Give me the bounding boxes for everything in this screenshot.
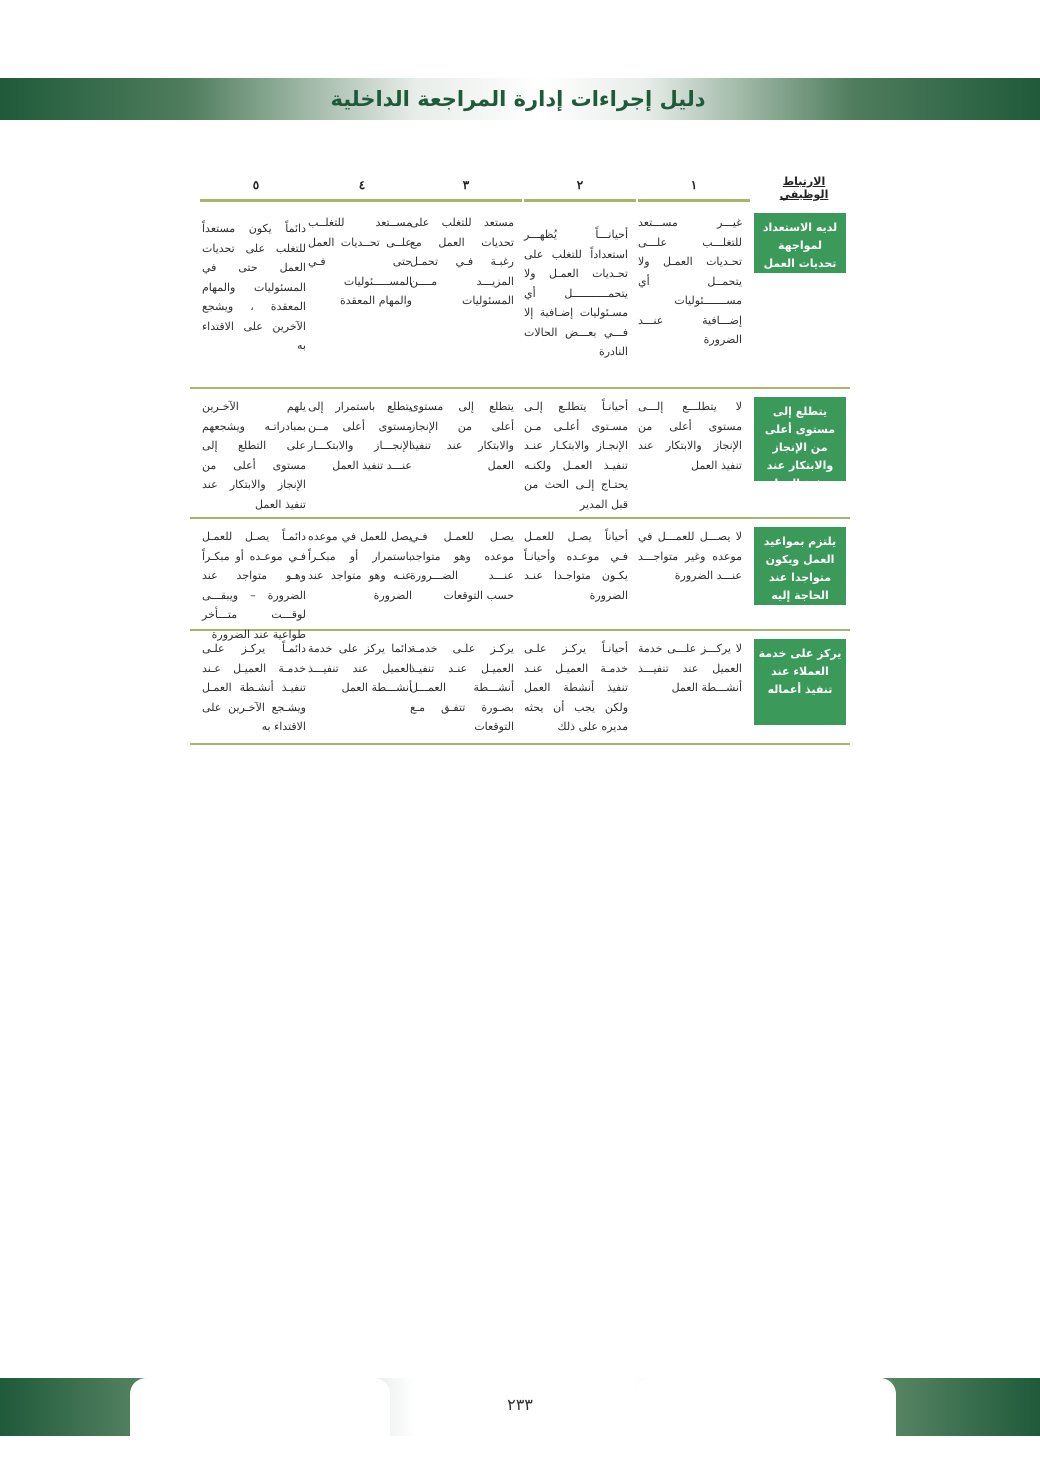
table-cell: أحيانـاً يركـز علـى خدمـة العميـل عنـد تنفيذ أنشطة العمل ولكن يجب أن يحثه مديره على ذلك [524, 642, 628, 733]
competency-matrix [190, 175, 850, 745]
table-cell: دائمـاً يركـز علـى خدمـة العميـل عـند تنفيـذ أنشـطة العمـل ويشـجع الآخـرين على الاقتداء به [202, 642, 306, 733]
table-cell: مستعد للتغلب على تحديات العمل مع رغبـة فـي تحمـل المزيـــد مــــن المسئوليات [410, 216, 514, 307]
page-title-text: دليل إجراءات إدارة المراجعة الداخلية [330, 87, 706, 111]
column-header-3: ٣ [410, 175, 522, 202]
row-label: يتطلع إلى مستوى أعلى من الإنجاز والابتكار عند تنفيذ العمل [754, 397, 846, 481]
table-cell: مســتعد للتغلــب علــى تحــديات العمل حتى فـي المســـــئوليات والمهام المعقدة [308, 216, 412, 307]
table-cell: يصـل للعمـل فـي موعده وهو متواجد عنـــد الضـــرورة حسب التوقعات [410, 530, 514, 602]
table-cell: دائمـاً يصـل للعمـل فـي موعـده أو مبكـراً وهـو متواجد عند الضرورة – ويبقـــى لوقـــت متـــأخر طواعية عند الضرورة [202, 530, 306, 641]
row-label: لديه الاستعداد لمواجهة تحديات العمل [754, 213, 846, 273]
table-cell: يتطلع باستمرار إلى مستوى أعلى مــن الإنجـــاز والابتكـــار عنـــد تنفيذ العمل [308, 400, 412, 472]
table-cell: أحياناً يصـل للعمـل فـي موعـده وأحيانـاً يكـون متواجـدا عنـد الضرورة [524, 530, 628, 602]
column-header-2: ٢ [524, 175, 636, 202]
table-cell: يتطلع إلى مستوى أعلى من الإنجاز والابتكار عند تنفيذ العمل [410, 400, 514, 472]
table-cell: لا يتطلـــع إلـــى مستوى أعلى من الإنجاز والابتكار عند تنفيذ العمل [638, 400, 742, 472]
row-label: يلتزم بمواعيد العمل ويكون متواجدا عند الحاجة إليه [754, 527, 846, 605]
table-cell: يلهم الآخـرين بمبادراتـه ويشجعهم على التطلع إلى مستوى أعلى من الإنجاز والابتكار عند تنفيذ العمل [202, 400, 306, 511]
table-cell: دائما يركز على خدمة العميل عند تنفيـــذ أنشـــطة العمل [308, 642, 412, 694]
table-row [190, 631, 850, 745]
column-header-4: ٤ [306, 175, 418, 202]
table-cell: غيـــر مســـتعد للتغلـــب علـــى تحـديات العمـل ولا يتحمــل أي مســـــــئوليات إضـــافية عنـــد الضرورة [638, 216, 742, 346]
table-cell: يركـز علـى خدمـة العميـل عنـد تنفيـذ أنشـــطة العمـــل بصـورة تتفـق مـع التوقعات [410, 642, 514, 733]
row-label: يركز على خدمة العملاء عند تنفيذ أعماله [754, 639, 846, 725]
table-cell: أحيانـــاً يُظهـــر استعداداً للتغلب على تحـديات العمـل ولا يتحمـــــــــــل أي مسـئوليات إضـافية إلا فـــي بعـــض الحالات النادرة [524, 228, 628, 358]
table-row [190, 389, 850, 519]
table-cell: يصل للعمل في موعده باستمرار أو مبكـراً عنـه وهو متواجد عند الضرورة [308, 530, 412, 602]
corner-label: الارتباط الوظيفي [779, 175, 829, 201]
footer-tab-right [636, 1378, 896, 1436]
column-header-5: ٥ [200, 175, 312, 202]
table-cell: لا يركـــز علـــى خدمة العميل عند تنفيـــذ أنشـــطة العمل [638, 642, 742, 694]
table-row [190, 205, 850, 389]
table-cell: أحيانـاً يتطلـع إلـى مسـتوى أعلـى مـن الإنجـاز والابتكـار عنـد تنفيـذ العمـل ولكنـه يحتـاج إلـى الحث من قبل المدير [524, 400, 628, 511]
table-cell: دائماً يكون مستعداً للتغلب على تحديات العمل حتى في المسئوليات والمهام المعقدة ، ويشجع الآخرين على الاقتداء به [202, 222, 306, 352]
table-row [190, 519, 850, 641]
table-cell: لا يصـــل للعمـــل في موعده وغير متواجـــد عنـــد الضرورة [638, 530, 742, 582]
page-title [0, 78, 1040, 120]
footer-tab-left [130, 1378, 390, 1436]
table-header-row [190, 175, 850, 205]
column-header-1: ١ [638, 175, 750, 202]
page-number: ٢٣٣ [507, 1395, 533, 1414]
